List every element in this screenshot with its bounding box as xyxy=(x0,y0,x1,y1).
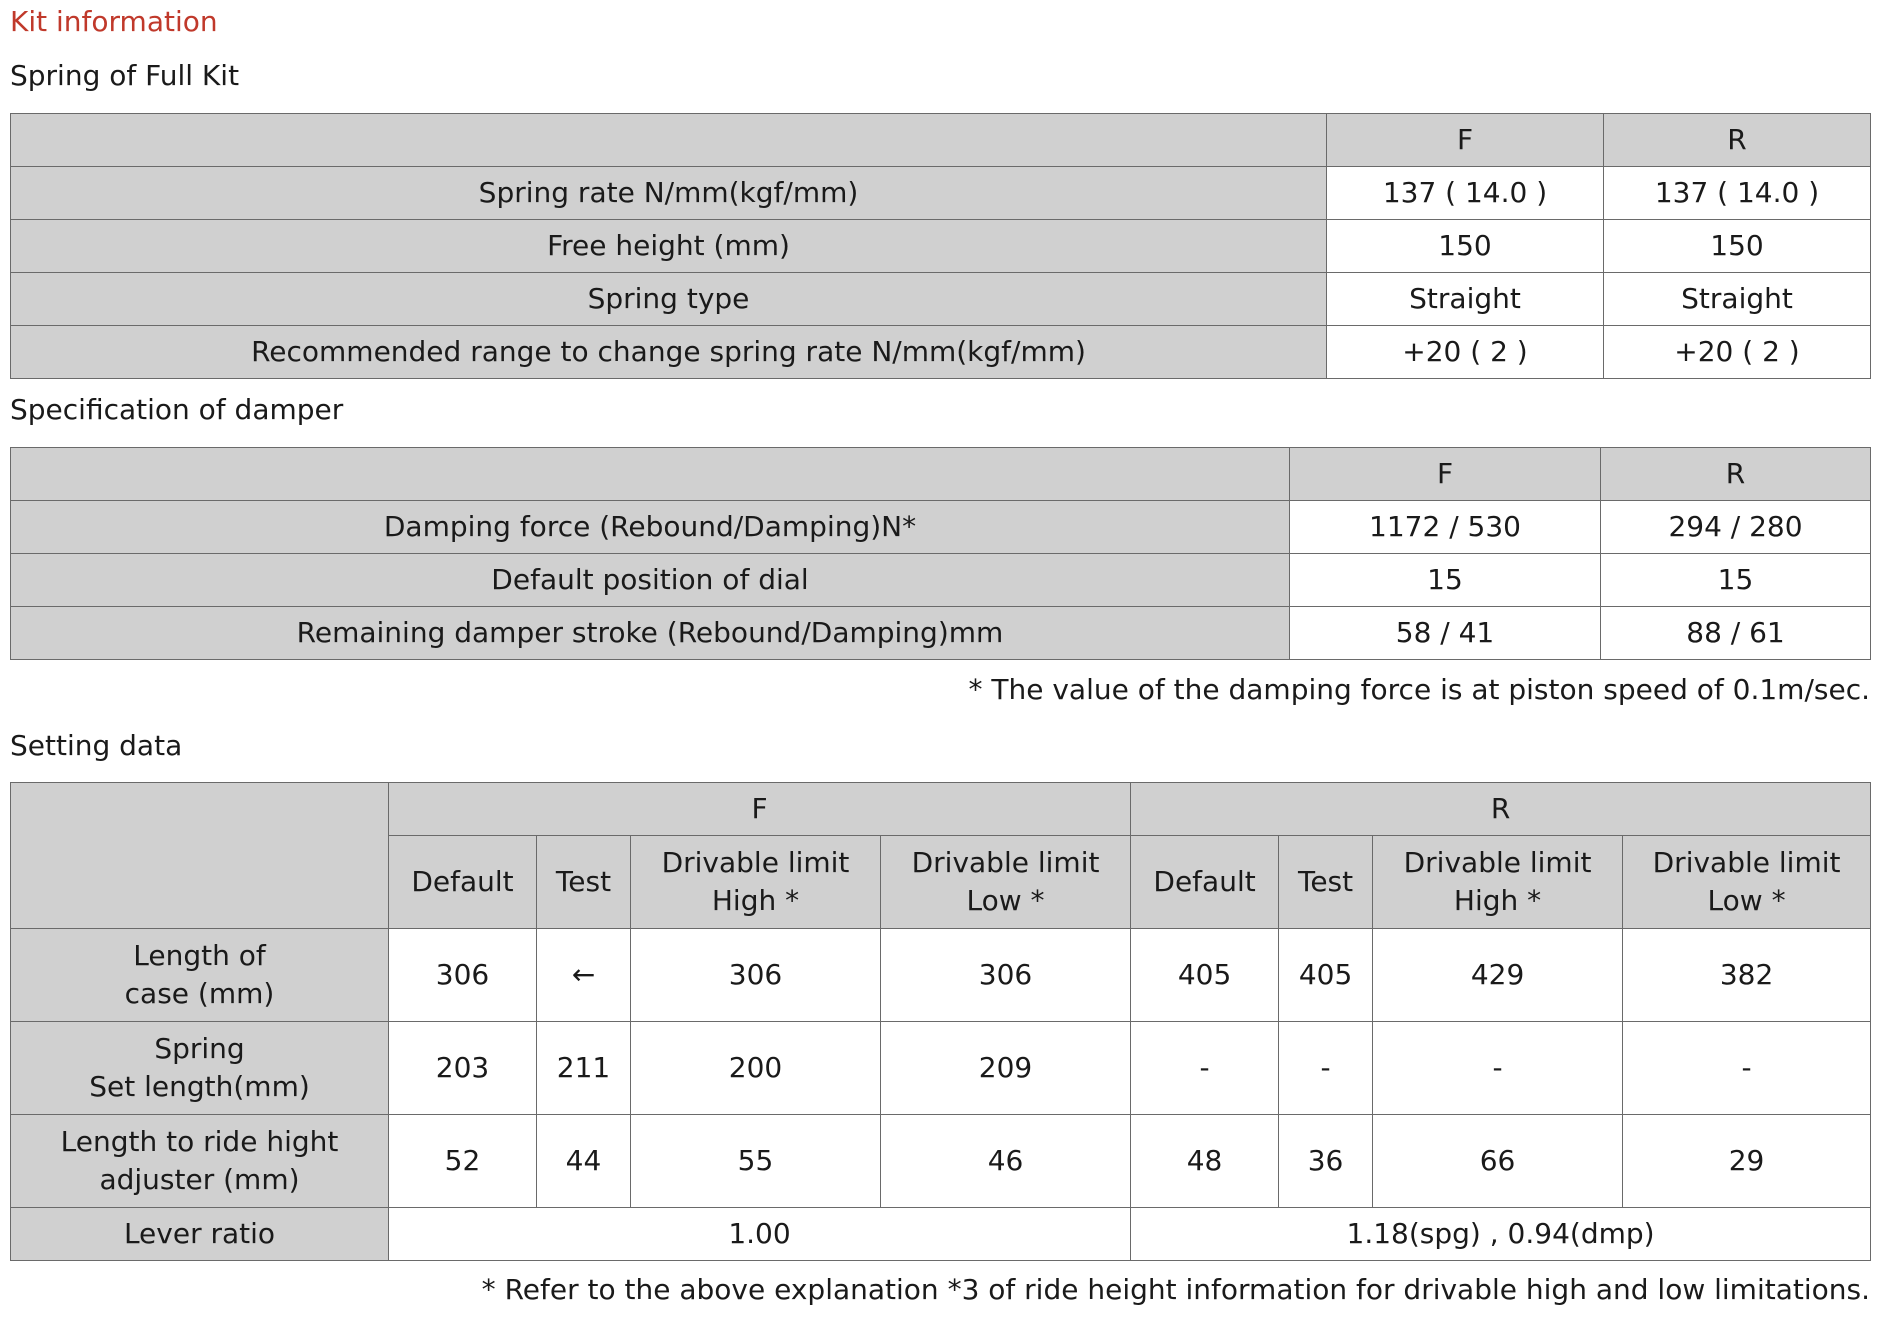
table-row xyxy=(11,929,1871,1022)
value-high-f: 55 xyxy=(631,1115,881,1208)
header-f: F xyxy=(1327,114,1604,167)
value-low-r: 382 xyxy=(1623,929,1871,1022)
header-group-r: R xyxy=(1131,783,1871,836)
table-header-row xyxy=(11,783,1871,836)
value-r: 88 / 61 xyxy=(1601,607,1871,660)
subheader-low-r: Drivable limit Low * xyxy=(1623,836,1871,929)
row-label: Free height (mm) xyxy=(11,220,1327,273)
table-row xyxy=(11,326,1871,379)
value-test-f: 211 xyxy=(537,1022,631,1115)
value-low-r: 29 xyxy=(1623,1115,1871,1208)
table-row xyxy=(11,501,1871,554)
value-test-r: 36 xyxy=(1279,1115,1373,1208)
header-blank-cell xyxy=(11,114,1327,167)
value-default-f: 306 xyxy=(389,929,537,1022)
setting-section-title: Setting data xyxy=(10,729,183,762)
page-title: Kit information xyxy=(10,5,218,38)
row-label: Damping force (Rebound/Damping)N* xyxy=(11,501,1290,554)
table-row xyxy=(11,273,1871,326)
subheader-default-f: Default xyxy=(389,836,537,929)
row-label: Default position of dial xyxy=(11,554,1290,607)
header-r: R xyxy=(1604,114,1871,167)
value-f: 137 ( 14.0 ) xyxy=(1327,167,1604,220)
value-f: 1172 / 530 xyxy=(1290,501,1601,554)
value-default-r: 405 xyxy=(1131,929,1279,1022)
value-f: 58 / 41 xyxy=(1290,607,1601,660)
header-f: F xyxy=(1290,448,1601,501)
table-row xyxy=(11,167,1871,220)
value-default-r: 48 xyxy=(1131,1115,1279,1208)
setting-table xyxy=(10,782,1871,1261)
value-r: 294 / 280 xyxy=(1601,501,1871,554)
damper-section-title: Specification of damper xyxy=(10,393,344,426)
damper-footnote: * The value of the damping force is at piston speed of 0.1m/sec. xyxy=(968,673,1870,706)
row-label: Spring Set length(mm) xyxy=(11,1022,389,1115)
subheader-default-r: Default xyxy=(1131,836,1279,929)
value-r: 137 ( 14.0 ) xyxy=(1604,167,1871,220)
table-header-row xyxy=(11,448,1871,501)
subheader-test-f: Test xyxy=(537,836,631,929)
spring-section-title: Spring of Full Kit xyxy=(10,59,240,92)
value-low-f: 46 xyxy=(881,1115,1131,1208)
table-row xyxy=(11,1115,1871,1208)
value-high-r: - xyxy=(1373,1022,1623,1115)
value-test-r: 405 xyxy=(1279,929,1373,1022)
value-r: Straight xyxy=(1604,273,1871,326)
value-high-f: 200 xyxy=(631,1022,881,1115)
value-r: 15 xyxy=(1601,554,1871,607)
value-test-f: 44 xyxy=(537,1115,631,1208)
value-high-r: 66 xyxy=(1373,1115,1623,1208)
row-label: Lever ratio xyxy=(11,1208,389,1261)
value-f: 150 xyxy=(1327,220,1604,273)
spring-table xyxy=(10,113,1871,379)
row-label: Spring rate N/mm(kgf/mm) xyxy=(11,167,1327,220)
row-label: Spring type xyxy=(11,273,1327,326)
value-test-f: ← xyxy=(537,929,631,1022)
row-label: Length of case (mm) xyxy=(11,929,389,1022)
row-label: Recommended range to change spring rate N/mm(kgf/mm) xyxy=(11,326,1327,379)
value-r: 150 xyxy=(1604,220,1871,273)
table-row xyxy=(11,554,1871,607)
header-blank-cell xyxy=(11,783,389,929)
table-row xyxy=(11,607,1871,660)
value-r: +20 ( 2 ) xyxy=(1604,326,1871,379)
row-label: Length to ride hight adjuster (mm) xyxy=(11,1115,389,1208)
value-default-f: 52 xyxy=(389,1115,537,1208)
value-low-f: 209 xyxy=(881,1022,1131,1115)
subheader-high-r: Drivable limit High * xyxy=(1373,836,1623,929)
value-f: 15 xyxy=(1290,554,1601,607)
value-low-r: - xyxy=(1623,1022,1871,1115)
header-r: R xyxy=(1601,448,1871,501)
subheader-high-f: Drivable limit High * xyxy=(631,836,881,929)
value-f: Straight xyxy=(1327,273,1604,326)
subheader-low-f: Drivable limit Low * xyxy=(881,836,1131,929)
lever-ratio-r: 1.18(spg) , 0.94(dmp) xyxy=(1131,1208,1871,1261)
table-row xyxy=(11,1022,1871,1115)
table-row-lever xyxy=(11,1208,1871,1261)
header-group-f: F xyxy=(389,783,1131,836)
value-high-r: 429 xyxy=(1373,929,1623,1022)
value-f: +20 ( 2 ) xyxy=(1327,326,1604,379)
setting-footnote: * Refer to the above explanation *3 of ride height information for drivable high and low limitations. xyxy=(481,1273,1870,1306)
table-header-row xyxy=(11,114,1871,167)
lever-ratio-f: 1.00 xyxy=(389,1208,1131,1261)
value-low-f: 306 xyxy=(881,929,1131,1022)
value-default-r: - xyxy=(1131,1022,1279,1115)
header-blank-cell xyxy=(11,448,1290,501)
damper-table xyxy=(10,447,1871,660)
value-high-f: 306 xyxy=(631,929,881,1022)
value-test-r: - xyxy=(1279,1022,1373,1115)
subheader-test-r: Test xyxy=(1279,836,1373,929)
value-default-f: 203 xyxy=(389,1022,537,1115)
table-row xyxy=(11,220,1871,273)
row-label: Remaining damper stroke (Rebound/Damping)mm xyxy=(11,607,1290,660)
